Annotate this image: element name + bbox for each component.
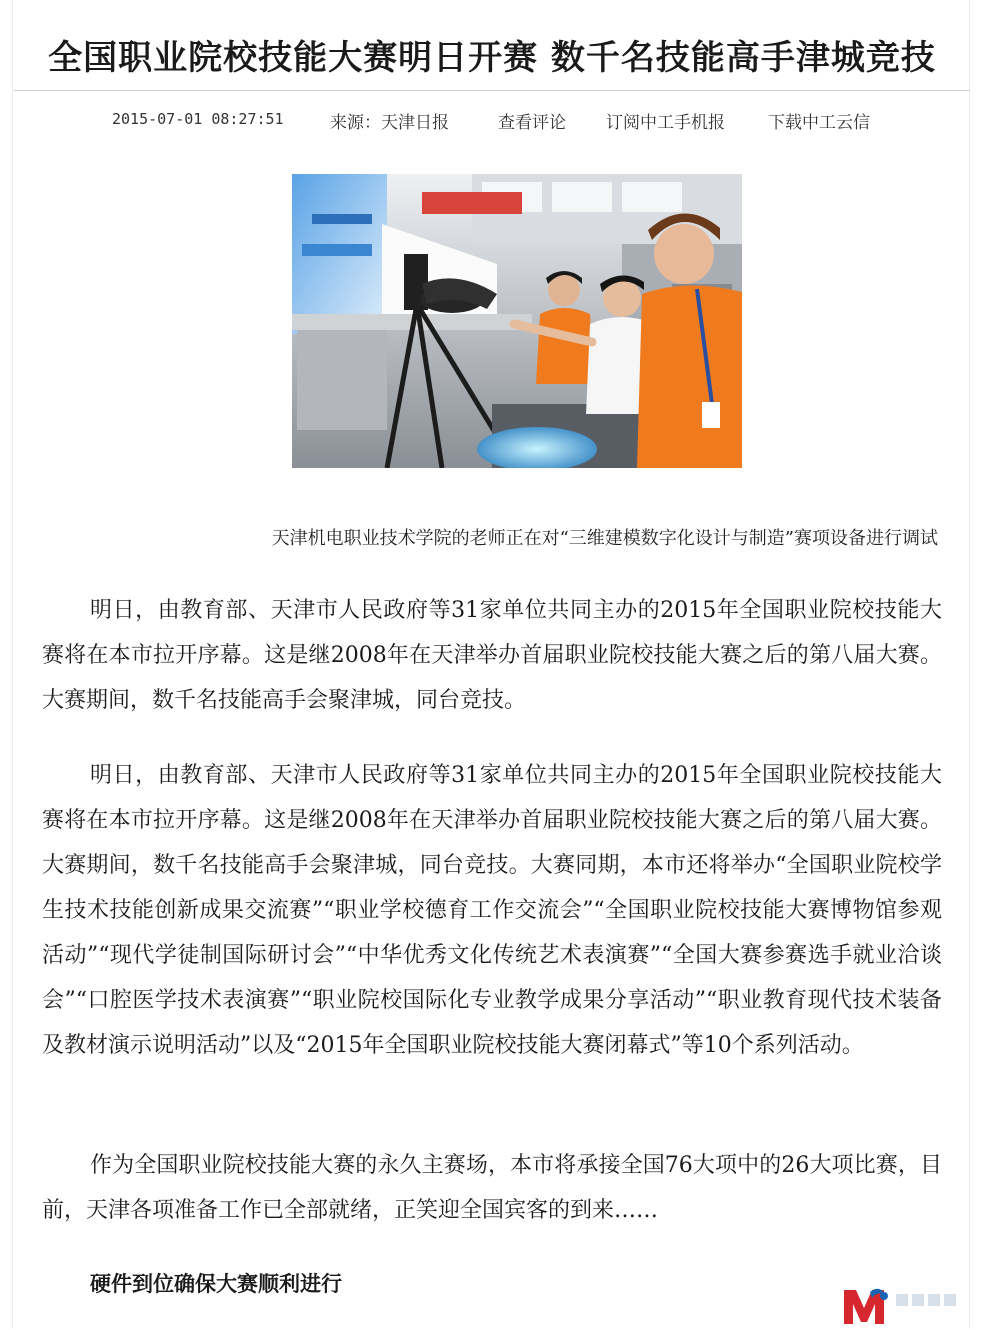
view-comments-link[interactable]: 查看评论 xyxy=(498,113,566,133)
photo-caption: 天津机电职业技术学院的老师正在对“三维建模数字化设计与制造”赛项设备进行调试 xyxy=(271,528,938,549)
site-logo-m-icon xyxy=(840,1282,970,1326)
article-photo xyxy=(292,174,742,468)
section-subheading: 硬件到位确保大赛顺利进行 xyxy=(90,1271,342,1296)
article-title: 全国职业院校技能大赛明日开赛 数千名技能高手津城竞技 xyxy=(48,38,936,78)
download-app-link[interactable]: 下载中工云信 xyxy=(768,113,870,133)
subscribe-mobile-news-link[interactable]: 订阅中工手机报 xyxy=(606,113,725,133)
paragraph-3: 作为全国职业院校技能大赛的永久主赛场，本市将承接全国76大项中的26大项比赛，目前，天津各项准备工作已全部就绪，正笑迎全国宾客的到来…… xyxy=(42,1153,942,1223)
paragraph-2: 明日，由教育部、天津市人民政府等31家单位共同主办的2015年全国职业院校技能大赛将在本市拉开序幕。这是继2008年在天津举办首届职业院校技能大赛之后的第八届大赛。大赛期间，数千名技能高手会聚津城，同台竞技。大赛同期，本市还将举办“全国职业院校学生技术技能创新成果交流赛”“职业学校德育工作交流会”“全国职业院校技能大赛博物馆参观活动”“现代学徒制国际研讨会”“中华优秀文化传统艺术表演赛”“全国大赛参赛选手就业洽谈会”“口腔医学技术表演赛”“职业院校国际化专业教学成果分享活动”“职业教育现代技术装备及教材演示说明活动”以及“2015年全国职业院校技能大赛闭幕式”等10个系列活动。 xyxy=(42,763,942,1058)
paragraph-1: 明日，由教育部、天津市人民政府等31家单位共同主办的2015年全国职业院校技能大赛将在本市拉开序幕。这是继2008年在天津举办首届职业院校技能大赛之后的第八届大赛。大赛期间，数千名技能高手会聚津城，同台竞技。 xyxy=(42,598,942,713)
title-divider xyxy=(14,90,970,91)
publish-datetime: 2015-07-01 08:27:51 xyxy=(112,110,284,128)
source-label: 来源：天津日报 xyxy=(330,113,449,133)
